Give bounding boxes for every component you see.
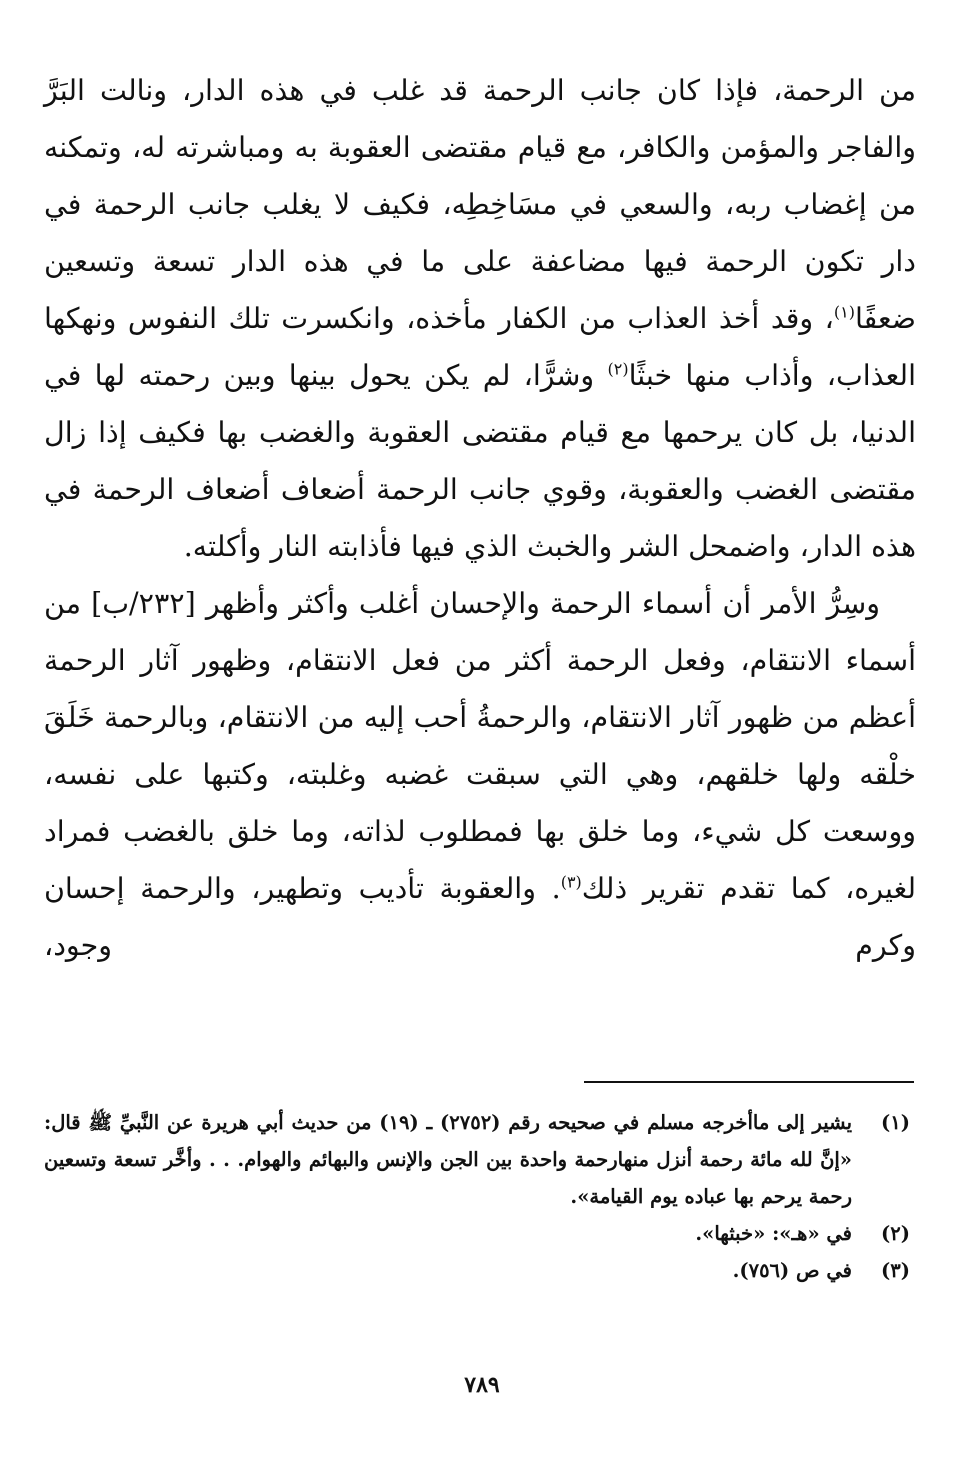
footnote-separator [584, 1081, 914, 1083]
footnote-reference-3: (٣) [560, 872, 582, 892]
footnote-1-number: (١) [881, 1111, 910, 1134]
footnotes [44, 1104, 916, 1289]
footnote-2-text: في «هـ»: «خبثها». [695, 1222, 852, 1245]
footnote-reference-1: (١) [833, 302, 855, 322]
footnote-3 [44, 1252, 916, 1289]
footnote-1-text: يشير إلى ماأخرجه مسلم في صحيحه رقم (٢٧٥٢) ـ (١٩) من حديث أبي هريرة عن النَّبيِّ ﷺ قال: «إنَّ لله مائة رحمة أنزل منهارحمة واحدة بين الجن والإنس والبهائم والهوام. . . وأخَّر تسعة وتسعين رحمة يرحم بها عباده يوم القيامة». [44, 1111, 853, 1208]
paragraph-1-part-2: ، وقد أخذ العذاب من الكفار مأخذه، وانكسرت تلك النفوس ونهكها العذاب، وأذاب منها خبثًا [44, 302, 917, 392]
footnote-reference-2: (٢) [607, 359, 629, 379]
footnote-2 [44, 1215, 916, 1252]
page-number: ٧٨٩ [464, 1372, 500, 1398]
footnote-1 [44, 1104, 916, 1215]
footnote-2-number: (٢) [881, 1222, 910, 1245]
paragraph-1-part-3: وشرًّا، لم يكن يحول بينها وبين رحمته لها في الدنيا، بل كان يرحمها مع قيام مقتضى العقوبة والغضب بها فكيف إذا زال مقتضى الغضب والعقوبة، وقوي جانب الرحمة أضعاف أضعاف الرحمة في هذه الدار، واضمحل الشر والخبث الذي فيها فأذابته النار وأكلته. [44, 359, 916, 563]
paragraph-2-part-1: وسِرُّ الأمر أن أسماء الرحمة والإحسان أغلب وأكثر وأظهر [٢٣٢/ب] من أسماء الانتقام، وفعل الرحمة أكثر من فعل الانتقام، وظهور آثار الرحمة أعظم من ظهور آثار الانتقام، والرحمةُ أحب إليه من الانتقام، وبالرحمة خَلَقَ خلْقه ولها خلقهم، وهي التي سبقت غضبه وغلبته، وكتبها على نفسه، ووسعت كل شيء، وما خلق بها فمطلوب لذاته، وما خلق بالغضب فمراد لغيره، كما تقدم تقرير ذلك [44, 587, 916, 905]
main-text [44, 62, 916, 974]
paragraph-2 [44, 575, 916, 974]
paragraph-2-part-2: . والعقوبة تأديب وتطهير، والرحمة إحسان وكرم وجود، [44, 872, 916, 962]
paragraph-1 [44, 62, 916, 575]
footnote-3-number: (٣) [881, 1259, 910, 1282]
paragraph-1-part-1: من الرحمة، فإذا كان جانب الرحمة قد غلب في هذه الدار، ونالت البَرَّ والفاجر والمؤمن والكافر، مع قيام مقتضى العقوبة به ومباشرته له، وتمكنه من إغضاب ربه، والسعي في مسَاخِطِه، فكيف لا يغلب جانب الرحمة في دار تكون الرحمة فيها مضاعفة على ما في هذه الدار تسعة وتسعين ضعفًا [44, 74, 916, 335]
footnote-3-text: في ص (٧٥٦). [732, 1259, 852, 1282]
